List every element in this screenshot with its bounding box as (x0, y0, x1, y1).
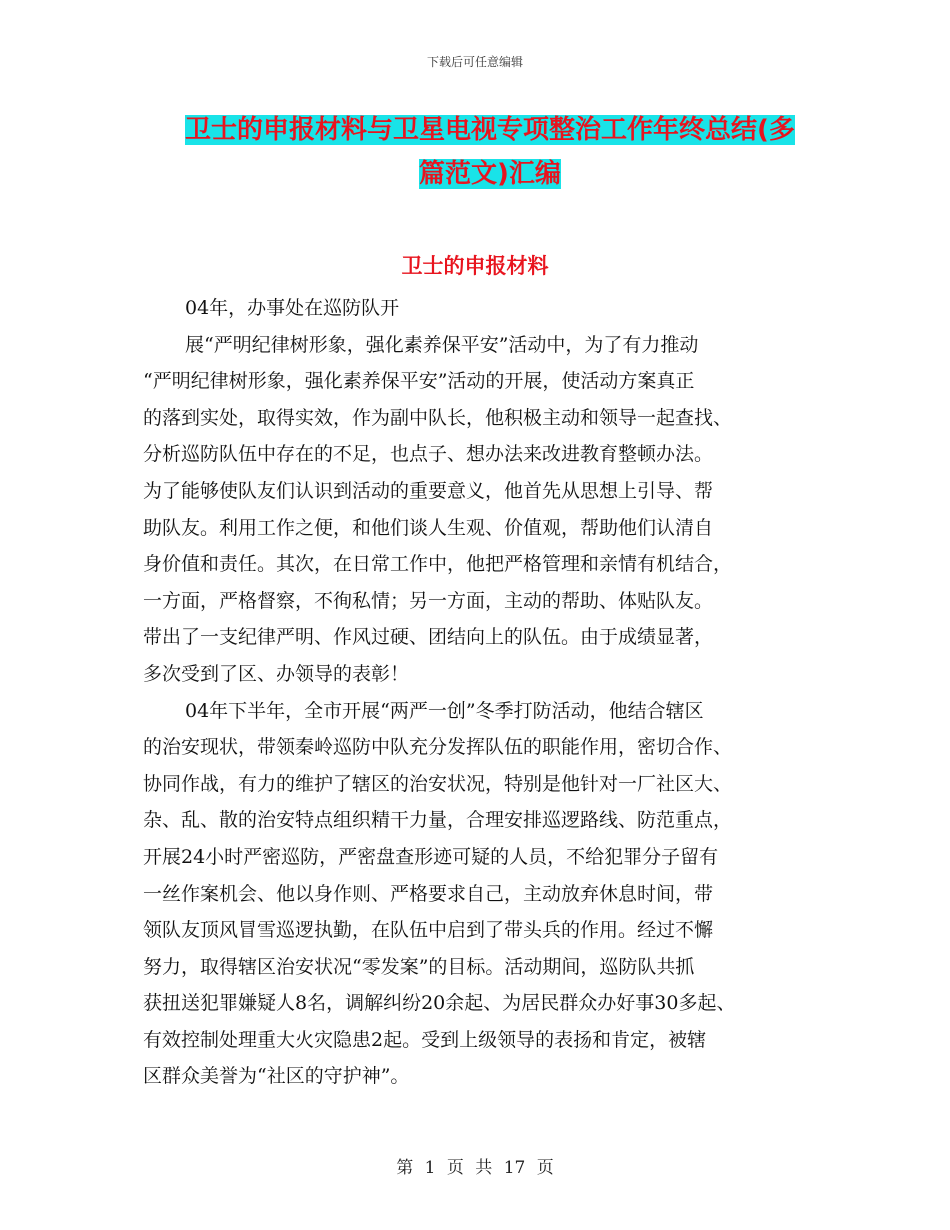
paragraph-line: 04年下半年，全市开展“两严一创”冬季打防活动，他结合辖区 (185, 699, 704, 722)
paragraph-line: 一方面，严格督察，不徇私情；另一方面，主动的帮助、体贴队友。 (143, 589, 714, 612)
paragraph-line: 开展24小时严密巡防，严密盘查形迹可疑的人员，不给犯罪分子留有 (143, 845, 719, 868)
paragraph-line: “严明纪律树形象，强化素养保平安”活动的开展，使活动方案真正 (143, 370, 695, 393)
paragraph-line: 获扭送犯罪嫌疑人8名，调解纠纷20余起、为居民群众办好事30多起、 (143, 992, 736, 1015)
section-title: 卫士的申报材料 (401, 254, 549, 278)
paragraph-line: 协同作战，有力的维护了辖区的治安状况，特别是他针对一厂社区大、 (143, 772, 733, 795)
paragraph-line: 带出了一支纪律严明、作风过硬、团结向上的队伍。由于成绩显著， (143, 626, 714, 649)
paragraph-line: 为了能够使队友们认识到活动的重要意义，他首先从思想上引导、帮 (143, 479, 714, 502)
paragraph-line: 领队友顶风冒雪巡逻执勤，在队伍中启到了带头兵的作用。经过不懈 (143, 919, 714, 942)
document-title-line-1: 卫士的申报材料与卫星电视专项整治工作年终总结(多 (185, 115, 795, 145)
paragraph-line: 有效控制处理重大火灾隐患2起。受到上级领导的表扬和肯定，被辖 (143, 1028, 707, 1051)
body-text (143, 290, 833, 1095)
paragraph-line: 区群众美誉为“社区的守护神”。 (143, 1065, 410, 1088)
header-note: 下载后可任意编辑 (426, 55, 523, 69)
document-title-line-2: 篇范文)汇编 (419, 159, 561, 189)
paragraph-line: 努力，取得辖区治安状况“零发案”的目标。活动期间，巡防队共抓 (143, 955, 695, 978)
document-title (140, 108, 840, 196)
paragraph-line: 的落到实处，取得实效，作为副中队长，他积极主动和领导一起查找、 (143, 406, 733, 429)
paragraph-line: 分析巡防队伍中存在的不足，也点子、想办法来改进教育整顿办法。 (143, 443, 714, 466)
paragraph-line: 一丝作案机会、他以身作则、严格要求自己，主动放弃休息时间，带 (143, 882, 714, 905)
paragraph-line: 助队友。利用工作之便，和他们谈人生观、价值观，帮助他们认清自 (143, 516, 714, 539)
paragraph-line: 的治安现状，带领秦岭巡防中队充分发挥队伍的职能作用，密切合作、 (143, 736, 733, 759)
paragraph-line: 身价值和责任。其次，在日常工作中，他把严格管理和亲情有机结合， (143, 553, 733, 576)
paragraph-line: 杂、乱、散的治安特点组织精干力量，合理安排巡逻路线、防范重点， (143, 809, 733, 832)
paragraph-line: 多次受到了区、办领导的表彰！ (143, 662, 410, 685)
paragraph-line: 展“严明纪律树形象，强化素养保平安”活动中，为了有力推动 (185, 333, 699, 356)
page-footer: 第 1 页 共 17 页 (396, 1158, 554, 1178)
paragraph-line: 04年，办事处在巡防队开 (185, 297, 400, 319)
